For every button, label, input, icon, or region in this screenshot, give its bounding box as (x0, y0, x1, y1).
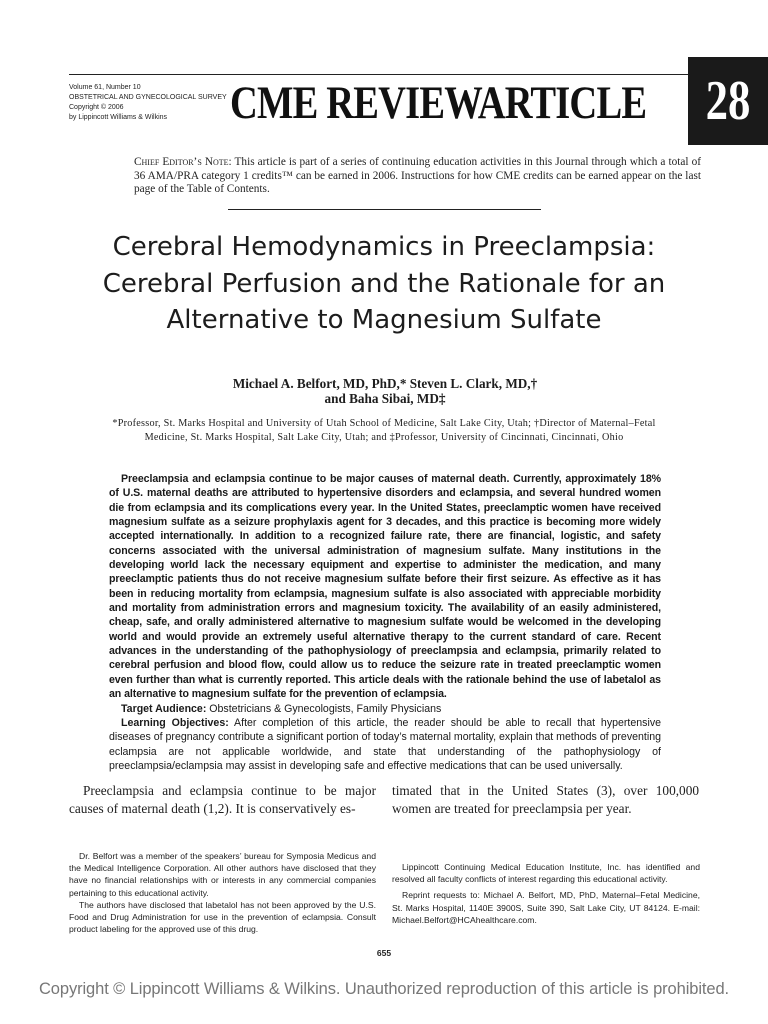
authors (90, 376, 680, 406)
editor-note (134, 156, 701, 197)
journal-meta (69, 83, 239, 123)
article-title: Cerebral Hemodynamics in Preeclampsia: Cerebral Perfusion and the Rationale for an Alternative to Magnesium Sulfate (102, 232, 666, 335)
target-audience-text: Obstetricians & Gynecologists, Family Physicians (206, 702, 442, 715)
target-audience-label: Target Audience: (121, 702, 207, 715)
learning-objectives-text: After completion of this article, the reader should be able to recall that hypertensive diseases of pregnancy contribute a significant portion of today’s maternal mortality, explain that methods of preventing eclampsia are not applicable worldwide, and state that understanding of the pathophysiology of preeclampsia/eclampsia may assist in developing safe and effective medications that can be used universally. (109, 716, 662, 772)
copyright-line: Copyright © 2006 (69, 104, 124, 111)
copyright-footer: Copyright © Lippincott Williams & Wilkins. Unauthorized reproduction of this article is prohibited. (38, 980, 730, 998)
learning-objectives-label: Learning Objectives: (121, 716, 229, 729)
cme-institute-note: Lippincott Continuing Medical Education Institute, Inc. has identified and resolved all faculty conflicts of interest regarding this educational activity. (392, 862, 700, 885)
abstract (109, 472, 661, 773)
footnotes-column-2 (392, 861, 700, 926)
body-column-2: timated that in the United States (3), over 100,000 women are treated for preeclampsia per year. (392, 783, 699, 817)
header-rule (69, 74, 689, 75)
journal-name: OBSTETRICAL AND GYNECOLOGICAL SURVEY (69, 94, 227, 101)
page-number: 655 (376, 948, 392, 958)
disclosure-note-2: The authors have disclosed that labetalol has not been approved by the U.S. Food and Drug Administration for use in the prevention of eclampsia. Consult product labeling for the approved use of this drug. (69, 899, 376, 935)
target-audience (109, 702, 661, 716)
authors-line-1: Michael A. Belfort, MD, PhD,* Steven L. Clark, MD,† (232, 376, 538, 391)
divider-rule (228, 209, 541, 210)
reprint-request-note: Reprint requests to: Michael A. Belfort, MD, PhD, Maternal–Fetal Medicine, St. Marks Hospital, 1140E 3900S, Suite 390, Salt Lake City, UT 84124. E-mail: Michael.Belfort@HCAhealthcare.com. (392, 890, 700, 925)
section-title: CME REVIEWARTICLE (230, 77, 647, 129)
disclosure-note-1: Dr. Belfort was a member of the speakers’ bureau for Symposia Medicus and the Medical Intelligence Corporation. All other authors have disclosed that they have no financial relationships with or interests in any commercial companies pertaining to this educational activity. (69, 851, 376, 898)
volume-line: Volume 61, Number 10 (69, 84, 141, 91)
affiliations: *Professor, St. Marks Hospital and University of Utah School of Medicine, Salt Lake City, Utah; †Director of Maternal–Fetal Medicine, St. Marks Hospital, Salt Lake City, Utah; and ‡Professor, University of Cincinnati, Cincinnati, Ohio (112, 418, 656, 443)
authors-line-2: and Baha Sibai, MD‡ (324, 391, 446, 406)
article-number: 28 (705, 70, 751, 132)
editor-note-label: Chief Editor’s Note: (134, 156, 232, 168)
editor-note-text: This article is part of a series of continuing education activities in this Journal through which a total of 36 AMA/PRA category 1 credits™ can be earned in 2006. Instructions for how CME credits can be earned appear on the last page of the Table of Contents. (134, 156, 701, 196)
footnotes-column-1 (69, 850, 376, 935)
body-column-1: Preeclampsia and eclampsia continue to be major causes of maternal death (1,2). It is conservatively es- (69, 783, 376, 817)
abstract-body: Preeclampsia and eclampsia continue to be major causes of maternal death. Currently, approximately 18% of U.S. maternal deaths are attributed to hypertensive disorders and eclampsia, and several hundred women die from eclampsia and its complications every year. In the United States, preeclamptic women have received magnesium sulfate as a seizure prophylaxis agent for 3 decades, and this practice is becoming more widely accepted internationally. In addition to a recognized failure rate, there are financial, logistic, and safety concerns associated with the universal administration of magnesium sulfate. Many institutions in the developing world lack the necessary equipment and expertise to administer the medication, and many preeclamptic patients thus do not receive magnesium sulfate before their first seizure. As effective as it has been in reducing mortality from eclampsia, magnesium sulfate is also associated with appreciable morbidity and mortality from administration errors and magnesium toxicity. The availability of an easily administered, cheap, safe, and orally administered alternative to magnesium sulfate would be welcomed in the developing world and would provide an extremely useful alternative therapy to the current standard of care. Recent advances in the understanding of the pathophysiology of preeclampsia and eclampsia, primarily related to cerebral perfusion and blood flow, could allow us to reduce the seizure rate in treated preeclamptic women even further than what is currently reported. This article deals with the rationale behind the use of labetalol as an alternative to magnesium sulfate for the prevention of eclampsia. (109, 473, 661, 701)
learning-objectives (109, 716, 661, 773)
publisher-line: by Lippincott Williams & Wilkins (69, 114, 168, 121)
